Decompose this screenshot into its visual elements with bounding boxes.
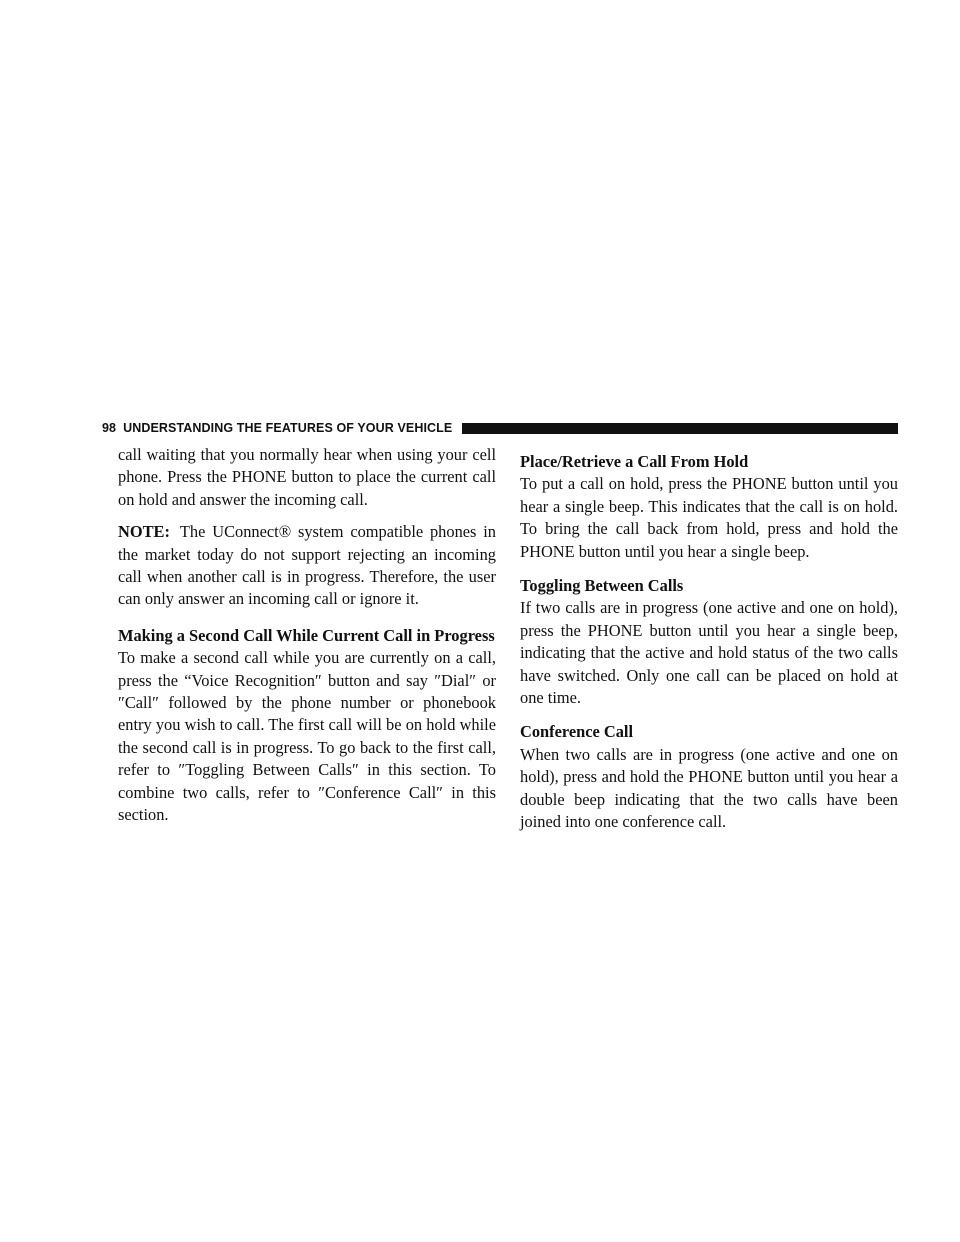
page-header: [102, 420, 898, 436]
conference-heading: Conference Call: [520, 722, 634, 742]
conference-text: When two calls are in progress (one active and one on hold), press and hold the PHONE button until you hear a double beep indicating that the two calls have been joined into one conference call.: [520, 744, 898, 832]
toggle-text: If two calls are in progress (one active and one on hold), press the PHONE button until you hear a single beep, indicating that the active and hold status of the two calls have switched. Only one call can be placed on hold at one time.: [520, 598, 898, 708]
note-text: The UConnect® system compatible phones in the market today do not support rejecting an incoming call when another call is in progress. Therefore, the user can only answer an incoming call or ignore it.: [118, 522, 496, 609]
right-column: [520, 444, 898, 834]
toggle-heading: Toggling Between Calls: [520, 576, 684, 596]
note-label: NOTE:: [118, 522, 170, 542]
hold-heading: Place/Retrieve a Call From Hold: [520, 452, 749, 471]
hold-text: To put a call on hold, press the PHONE button until you hear a single beep. This indicates that the call is on hold. To bring the call back from hold, press and hold the PHONE button until you hear a single beep.: [520, 474, 898, 561]
header-rule: [462, 423, 898, 434]
left-column: [118, 444, 496, 827]
page-number: 98: [102, 421, 117, 435]
continued-paragraph: call waiting that you normally hear when using your cell phone. Press the PHONE button to place the current call on hold and answer the incoming call.: [118, 445, 496, 509]
section-title: UNDERSTANDING THE FEATURES OF YOUR VEHICLE: [123, 421, 453, 435]
second-call-heading: Making a Second Call While Current Call in Progress: [118, 625, 495, 645]
note-paragraph: [118, 521, 496, 611]
second-call-text: To make a second call while you are currently on a call, press the “Voice Recognition″ button and say ″Dial″ or ″Call″ followed by the phone number or phonebook entry you wish to call. The first call will be on hold while the second call is in progress. To go back to the first call, refer to ″Toggling Between Calls″ in this section. To combine two calls, refer to ″Conference Call″ in this section.: [118, 648, 496, 825]
